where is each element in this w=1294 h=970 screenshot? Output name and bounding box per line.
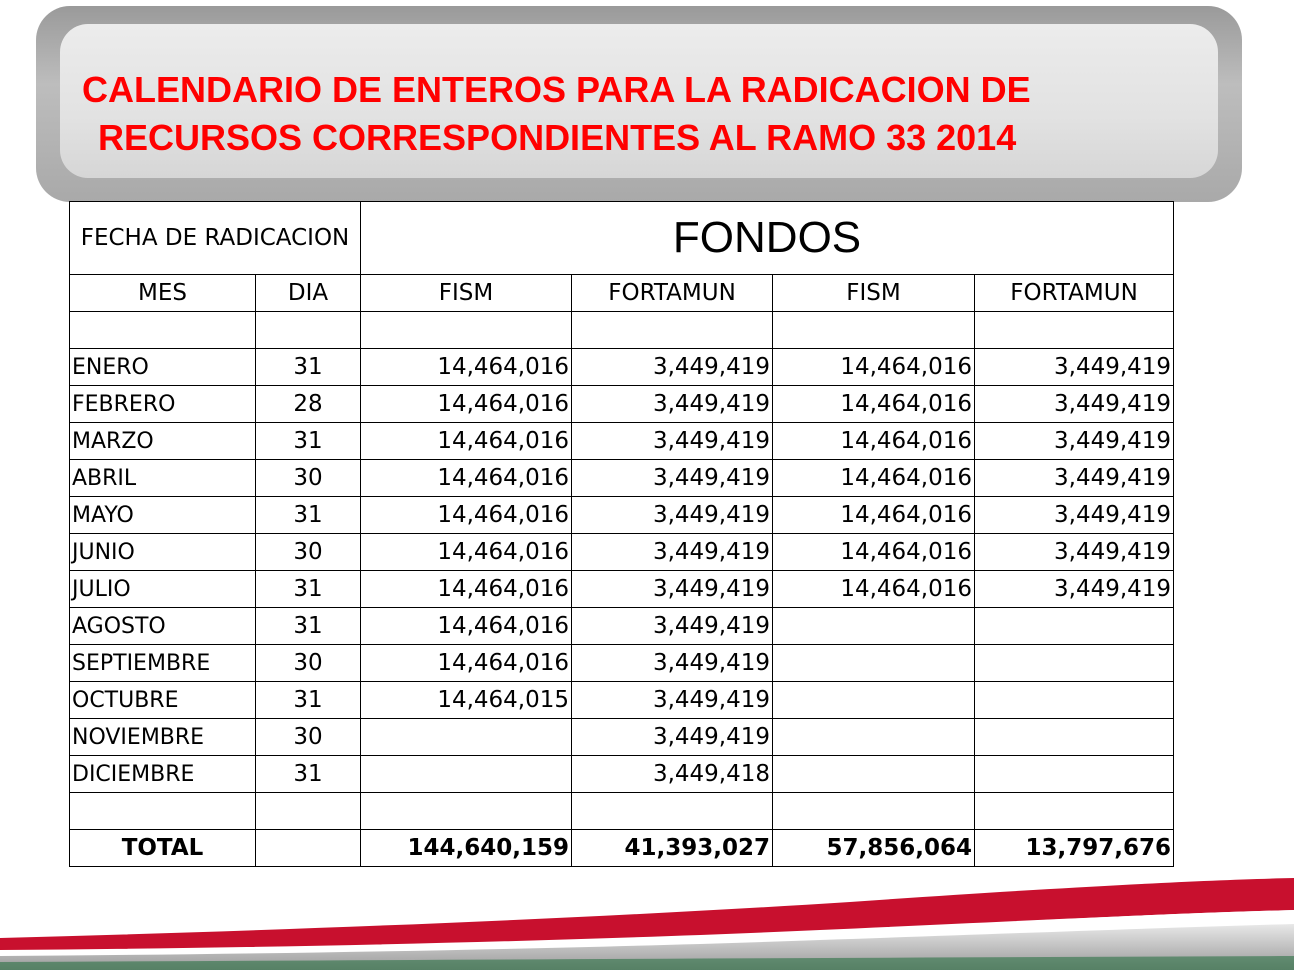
spacer-row-top — [70, 312, 1174, 349]
cell-fortamun-2: 3,449,419 — [975, 534, 1174, 571]
cell-fortamun-1: 3,449,419 — [572, 460, 773, 497]
cell-fism-1 — [361, 719, 572, 756]
table-row — [70, 460, 1174, 497]
header-row-columns — [70, 275, 1174, 312]
cell-fism-1: 14,464,016 — [361, 608, 572, 645]
cell-fortamun-1: 3,449,419 — [572, 682, 773, 719]
cell-fortamun-1: 3,449,419 — [572, 349, 773, 386]
title-line-1: CALENDARIO DE ENTEROS PARA LA RADICACION DE — [82, 69, 1031, 110]
cell-fism-2: 14,464,016 — [773, 423, 975, 460]
cell-fism-2 — [773, 756, 975, 793]
table-row — [70, 534, 1174, 571]
cell-mes: MAYO — [70, 497, 256, 534]
cell-mes: SEPTIEMBRE — [70, 645, 256, 682]
cell-fortamun-1: 3,449,419 — [572, 423, 773, 460]
calendar-table — [69, 201, 1174, 867]
page-title — [60, 66, 1130, 162]
column-header-fism-2: FISM — [773, 275, 975, 312]
cell-fism-2: 14,464,016 — [773, 460, 975, 497]
cell-fism-2 — [773, 645, 975, 682]
cell-mes: AGOSTO — [70, 608, 256, 645]
cell-dia: 31 — [256, 497, 361, 534]
table-row — [70, 571, 1174, 608]
total-fism-1: 144,640,159 — [361, 830, 572, 867]
cell-fism-2: 14,464,016 — [773, 571, 975, 608]
cell-fism-2 — [773, 719, 975, 756]
cell-fism-2: 14,464,016 — [773, 349, 975, 386]
cell-mes: ABRIL — [70, 460, 256, 497]
total-row — [70, 830, 1174, 867]
spacer-row-bottom — [70, 793, 1174, 830]
cell-fortamun-1: 3,449,419 — [572, 497, 773, 534]
cell-fortamun-1: 3,449,419 — [572, 608, 773, 645]
cell-fortamun-1: 3,449,419 — [572, 534, 773, 571]
cell-dia: 31 — [256, 571, 361, 608]
cell-mes: MARZO — [70, 423, 256, 460]
cell-fortamun-1: 3,449,418 — [572, 756, 773, 793]
cell-dia: 30 — [256, 460, 361, 497]
cell-fism-1: 14,464,016 — [361, 497, 572, 534]
cell-fism-1: 14,464,016 — [361, 386, 572, 423]
table-row — [70, 349, 1174, 386]
cell-fism-1: 14,464,016 — [361, 423, 572, 460]
cell-fortamun-1: 3,449,419 — [572, 645, 773, 682]
column-header-mes: MES — [70, 275, 256, 312]
cell-dia: 30 — [256, 645, 361, 682]
table-row — [70, 719, 1174, 756]
total-dia-empty — [256, 830, 361, 867]
cell-fortamun-2: 3,449,419 — [975, 423, 1174, 460]
cell-dia: 31 — [256, 349, 361, 386]
cell-fism-2: 14,464,016 — [773, 534, 975, 571]
cell-dia: 31 — [256, 682, 361, 719]
header-row-top — [70, 202, 1174, 275]
cell-mes: FEBRERO — [70, 386, 256, 423]
cell-fortamun-1: 3,449,419 — [572, 571, 773, 608]
table-row — [70, 645, 1174, 682]
table-row — [70, 682, 1174, 719]
cell-fism-1: 14,464,016 — [361, 571, 572, 608]
table-row — [70, 423, 1174, 460]
cell-mes: JUNIO — [70, 534, 256, 571]
cell-fism-1: 14,464,016 — [361, 645, 572, 682]
cell-dia: 31 — [256, 608, 361, 645]
cell-fism-2 — [773, 608, 975, 645]
cell-fortamun-2: 3,449,419 — [975, 497, 1174, 534]
total-label: TOTAL — [70, 830, 256, 867]
cell-fism-1: 14,464,016 — [361, 349, 572, 386]
cell-mes: JULIO — [70, 571, 256, 608]
cell-fism-2: 14,464,016 — [773, 497, 975, 534]
table-row — [70, 497, 1174, 534]
table-row — [70, 756, 1174, 793]
total-fortamun-2: 13,797,676 — [975, 830, 1174, 867]
cell-fortamun-2: 3,449,419 — [975, 349, 1174, 386]
cell-fortamun-1: 3,449,419 — [572, 386, 773, 423]
cell-fism-1: 14,464,016 — [361, 534, 572, 571]
cell-dia: 30 — [256, 719, 361, 756]
table-row — [70, 608, 1174, 645]
cell-fortamun-2 — [975, 719, 1174, 756]
title-line-2: RECURSOS CORRESPONDIENTES AL RAMO 33 2014 — [98, 117, 1017, 158]
cell-fortamun-1: 3,449,419 — [572, 719, 773, 756]
cell-mes: OCTUBRE — [70, 682, 256, 719]
cell-dia: 28 — [256, 386, 361, 423]
column-header-fism-1: FISM — [361, 275, 572, 312]
column-header-fortamun-2: FORTAMUN — [975, 275, 1174, 312]
cell-fortamun-2 — [975, 682, 1174, 719]
cell-fortamun-2 — [975, 645, 1174, 682]
total-fism-2: 57,856,064 — [773, 830, 975, 867]
cell-fortamun-2 — [975, 608, 1174, 645]
total-fortamun-1: 41,393,027 — [572, 830, 773, 867]
cell-fism-2: 14,464,016 — [773, 386, 975, 423]
column-header-dia: DIA — [256, 275, 361, 312]
header-fondos: FONDOS — [361, 202, 1174, 275]
cell-fortamun-2 — [975, 756, 1174, 793]
footer-swoosh-decoration — [0, 870, 1294, 970]
column-header-fortamun-1: FORTAMUN — [572, 275, 773, 312]
cell-fortamun-2: 3,449,419 — [975, 460, 1174, 497]
cell-dia: 31 — [256, 423, 361, 460]
table-row — [70, 386, 1174, 423]
cell-mes: DICIEMBRE — [70, 756, 256, 793]
cell-fism-1: 14,464,016 — [361, 460, 572, 497]
cell-fism-2 — [773, 682, 975, 719]
cell-mes: NOVIEMBRE — [70, 719, 256, 756]
cell-mes: ENERO — [70, 349, 256, 386]
cell-fortamun-2: 3,449,419 — [975, 571, 1174, 608]
cell-fortamun-2: 3,449,419 — [975, 386, 1174, 423]
cell-dia: 31 — [256, 756, 361, 793]
header-fecha-radicacion: FECHA DE RADICACION — [70, 202, 361, 275]
cell-fism-1: 14,464,015 — [361, 682, 572, 719]
cell-dia: 30 — [256, 534, 361, 571]
cell-fism-1 — [361, 756, 572, 793]
